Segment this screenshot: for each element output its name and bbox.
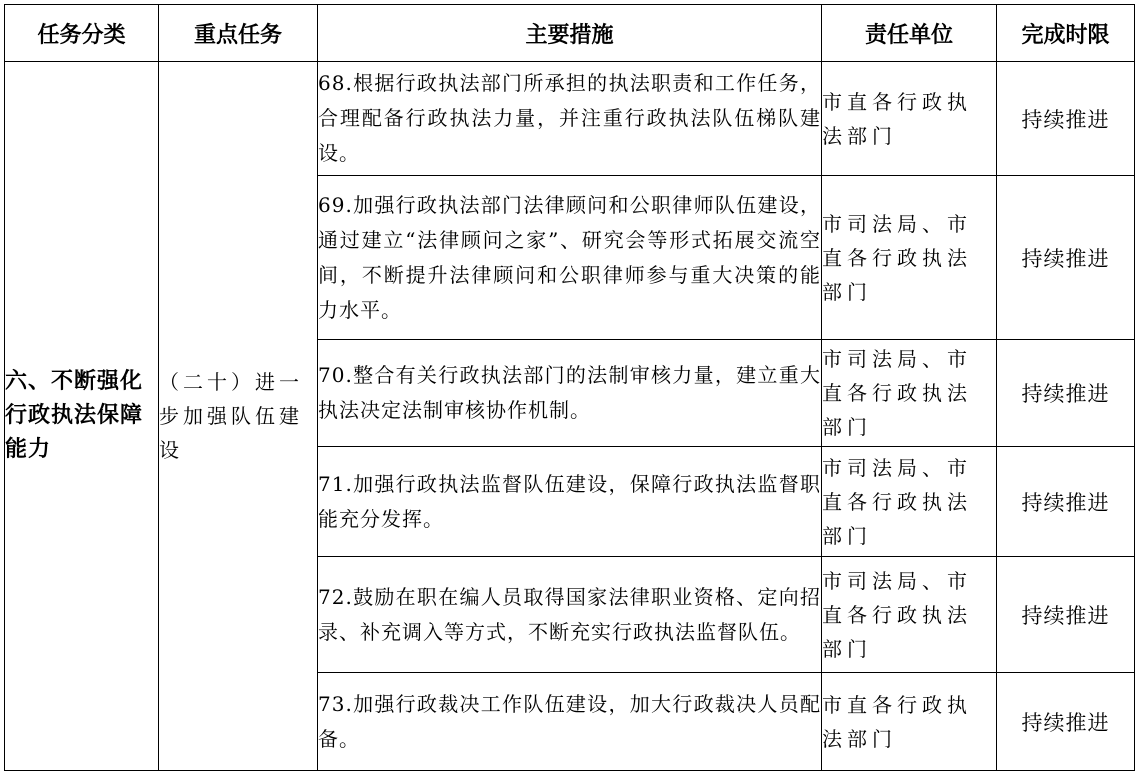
deadline-cell: 持续推进 [997,62,1135,176]
responsible-unit-cell: 市直各行政执法部门 [822,62,997,176]
header-responsible-unit: 责任单位 [822,5,997,62]
deadline-cell: 持续推进 [997,447,1135,557]
key-task-cell: （二十）进一步加强队伍建设 [159,62,318,771]
header-deadline: 完成时限 [997,5,1135,62]
responsible-unit-cell: 市司法局、市直各行政执法部门 [822,176,997,340]
header-key-task: 重点任务 [159,5,318,62]
header-measures: 主要措施 [318,5,822,62]
table-row [5,62,1135,176]
measure-cell: 70.整合有关行政执法部门的法制审核力量，建立重大执法决定法制审核协作机制。 [318,340,822,447]
task-category-cell: 六、不断强化行政执法保障能力 [5,62,159,771]
measure-cell: 71.加强行政执法监督队伍建设，保障行政执法监督职能充分发挥。 [318,447,822,557]
header-category: 任务分类 [5,5,159,62]
measure-cell: 68.根据行政执法部门所承担的执法职责和工作任务，合理配备行政执法力量，并注重行政执法队伍梯队建设。 [318,62,822,176]
deadline-cell: 持续推进 [997,340,1135,447]
responsible-unit-cell: 市司法局、市直各行政执法部门 [822,340,997,447]
deadline-cell: 持续推进 [997,176,1135,340]
responsible-unit-cell: 市司法局、市直各行政执法部门 [822,447,997,557]
measure-cell: 72.鼓励在职在编人员取得国家法律职业资格、定向招录、补充调入等方式，不断充实行政执法监督队伍。 [318,557,822,673]
measure-cell: 69.加强行政执法部门法律顾问和公职律师队伍建设，通过建立“法律顾问之家”、研究会等形式拓展交流空间，不断提升法律顾问和公职律师参与重大决策的能力水平。 [318,176,822,340]
task-table [4,4,1135,771]
responsible-unit-cell: 市直各行政执法部门 [822,673,997,771]
deadline-cell: 持续推进 [997,557,1135,673]
measure-cell: 73.加强行政裁决工作队伍建设，加大行政裁决人员配备。 [318,673,822,771]
header-row [5,5,1135,62]
deadline-cell: 持续推进 [997,673,1135,771]
responsible-unit-cell: 市司法局、市直各行政执法部门 [822,557,997,673]
